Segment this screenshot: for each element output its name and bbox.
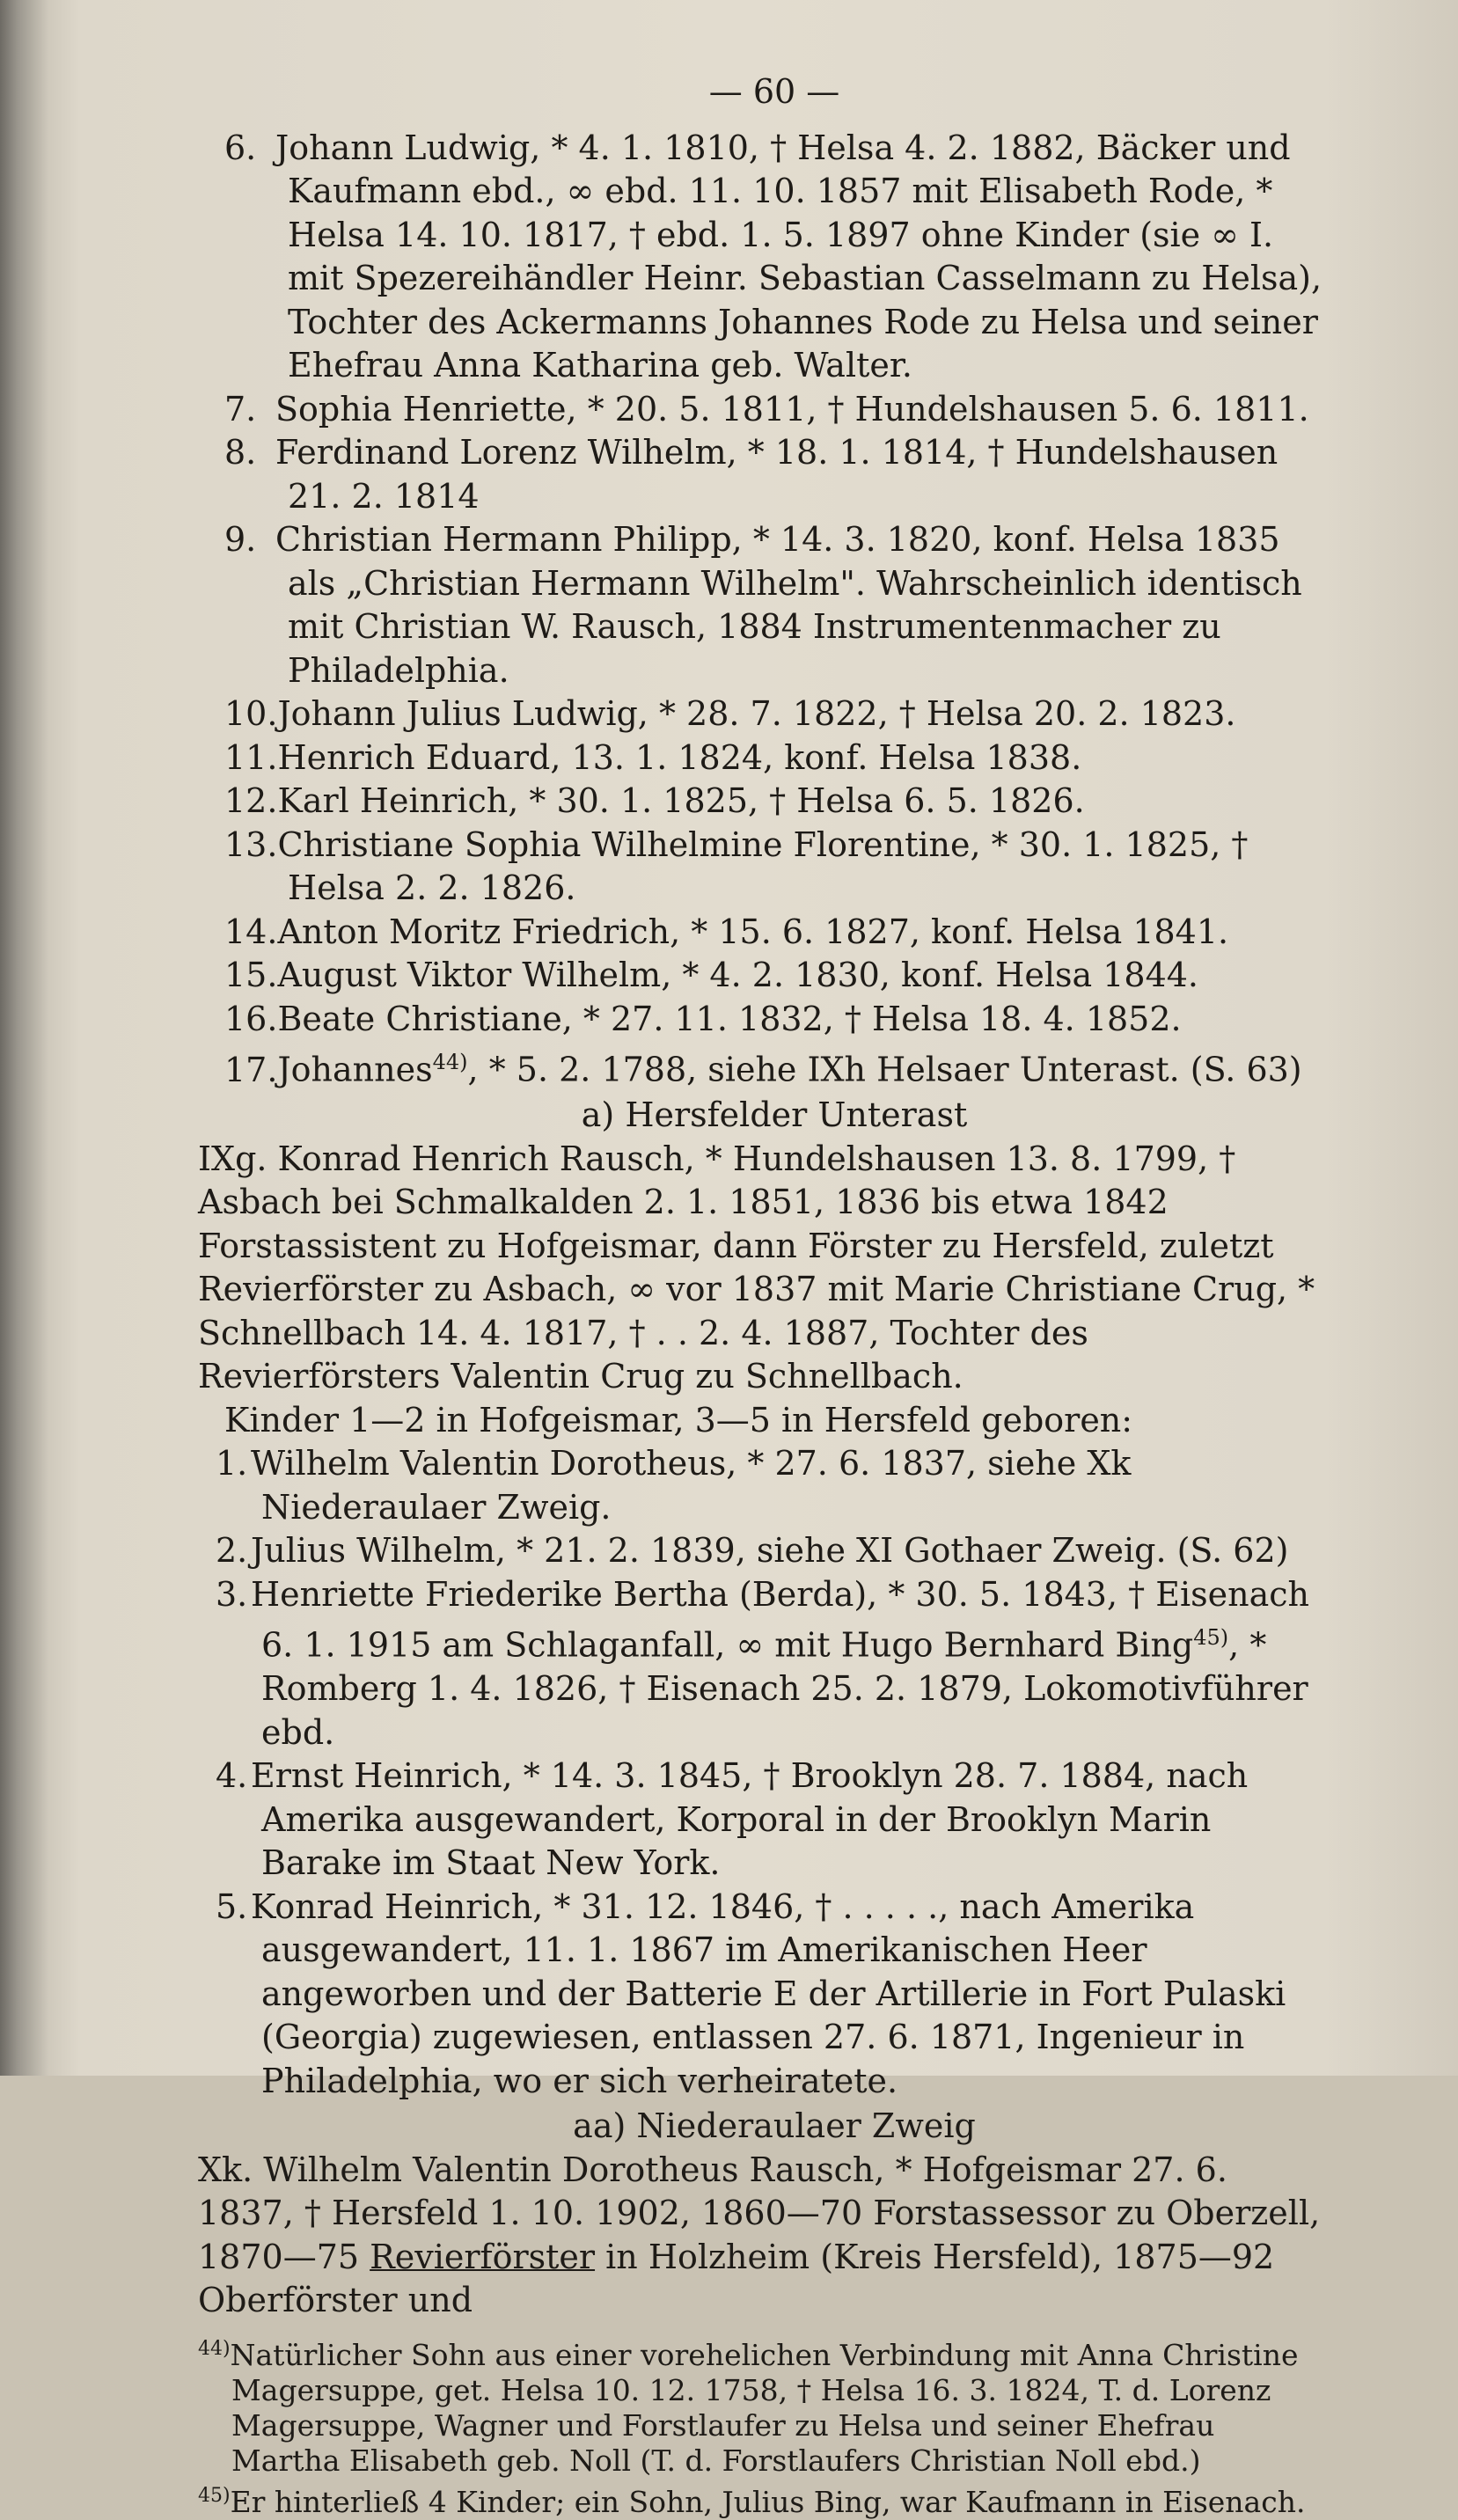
list-item [224, 518, 1324, 692]
item-text: Henrich Eduard, 13. 1. 1824, konf. Helsa 1838. [277, 737, 1082, 777]
footnote-45 [198, 2479, 1324, 2520]
item-number: 4. [216, 1756, 248, 1796]
item-text: Ferdinand Lorenz Wilhelm, * 18. 1. 1814, † Hundelshausen 21. 2. 1814 [275, 433, 1278, 516]
underlined-word: Revierförster [370, 2237, 596, 2276]
list-item [216, 1573, 1324, 1755]
page-content [198, 70, 1324, 2520]
item-number: 5. [216, 1886, 248, 1926]
item-text: Sophia Henriette, * 20. 5. 1811, † Hundelshausen 5. 6. 1811. [275, 389, 1309, 429]
section-heading-niederaula: aa) Niederaulaer Zweig [573, 2106, 976, 2146]
list-item [224, 388, 1324, 432]
footnote-text: Er hinterließ 4 Kinder; ein Sohn, Julius Bing, war Kaufmann in Eisenach. [230, 2484, 1306, 2519]
item-number: 7. [224, 389, 257, 429]
entry-list [224, 127, 1324, 1093]
item-number: 12. [224, 781, 278, 820]
footnote-text: Natürlicher Sohn aus einer vorehelichen Verbindung mit Anna Christine Magersuppe, get. Helsa 10. 12. 1758, † Helsa 16. 3. 1824, T. d. Lorenz Magersuppe, Wagner und Forstlaufer zu Helsa und seiner Ehefrau Martha Elisabeth geb. Noll (T. d. Forstlaufers Christian Noll ebd.) [230, 2337, 1299, 2478]
list-item [216, 1886, 1324, 2104]
item-text: Konrad Heinrich, * 31. 12. 1846, † . . . . ., nach Amerika ausgewandert, 11. 1. 1867 im Amerikanischen Heer angeworben und der Batterie E der Artillerie in Fort Pulaski (Georgia) zugewiesen, entlassen 27. 6. 1871, Ingenieur in Philadelphia, wo er sich verheiratete. [251, 1886, 1286, 2100]
item-number: 9. [224, 520, 257, 559]
paragraph-text-cont: in Holzheim (Kreis Hersfeld), 1875—92 Oberförster und [198, 2237, 1275, 2320]
list-item [224, 692, 1324, 736]
item-number: 10. [224, 694, 278, 733]
item-number: 13. [224, 824, 278, 864]
item-text-cont: , * Romberg 1. 4. 1826, † Eisenach 25. 2. 1879, Lokomotivführer ebd. [261, 1625, 1308, 1752]
footnotes [198, 2332, 1324, 2520]
section-heading-hersfeld: a) Hersfelder Unterast [581, 1095, 968, 1135]
item-number: 17. [224, 1050, 278, 1089]
item-text: Johannes [277, 1050, 433, 1089]
page-edge-shadow [1326, 0, 1458, 2076]
item-text-cont: , * 5. 2. 1788, siehe IXh Helsaer Unterast. (S. 63) [467, 1050, 1302, 1089]
item-text: Wilhelm Valentin Dorotheus, * 27. 6. 1837, siehe Xk Niederaulaer Zweig. [251, 1444, 1132, 1527]
children-list [216, 1442, 1324, 2103]
paragraph-ixg: IXg. Konrad Henrich Rausch, * Hundelshausen 13. 8. 1799, † Asbach bei Schmalkalden 2. 1. 1851, 1836 bis etwa 1842 Forstassistent zu Hofgeismar, dann Förster zu Hersfeld, zuletzt Revierförster zu Asbach, ∞ vor 1837 mit Marie Christiane Crug, * Schnellbach 14. 4. 1817, † . . 2. 4. 1887, Tochter des Revierförsters Valentin Crug zu Schnellbach. [198, 1139, 1315, 1396]
item-number: 16. [224, 999, 278, 1038]
list-item [224, 824, 1324, 911]
list-item [224, 998, 1324, 1042]
list-item [216, 1529, 1324, 1573]
list-item [224, 431, 1324, 518]
list-item [216, 1754, 1324, 1886]
list-item [216, 1442, 1324, 1529]
item-number: 6. [224, 128, 257, 167]
item-text: Christiane Sophia Wilhelmine Florentine, * 30. 1. 1825, † Helsa 2. 2. 1826. [277, 824, 1249, 907]
item-text: Christian Hermann Philipp, * 14. 3. 1820, konf. Helsa 1835 als „Christian Hermann Wilhelm". Wahrscheinlich identisch mit Christian W. Rausch, 1884 Instrumentenmacher zu Philadelphia. [275, 520, 1302, 690]
item-text: Johann Ludwig, * 4. 1. 1810, † Helsa 4. 2. 1882, Bäcker und Kaufmann ebd., ∞ ebd. 11. 10. 1857 mit Elisabeth Rode, * Helsa 14. 10. 1817, † ebd. 1. 5. 1897 ohne Kinder (sie ∞ I. mit Spezereihändler Heinr. Sebastian Casselmann zu Helsa), Tochter des Ackermanns Johannes Rode zu Helsa und seiner Ehefrau Anna Katharina geb. Walter. [275, 128, 1322, 385]
footnote-ref-44[interactable]: 44) [432, 1050, 468, 1074]
item-number: 11. [224, 737, 278, 777]
page-number: — 60 — [708, 72, 840, 111]
footnote-marker: 44) [198, 2337, 231, 2360]
item-number: 14. [224, 912, 278, 951]
item-number: 15. [224, 956, 278, 994]
paragraph-xk [198, 2149, 1324, 2323]
item-text: Karl Heinrich, * 30. 1. 1825, † Helsa 6. 5. 1826. [277, 781, 1085, 820]
footnote-ref-45[interactable]: 45) [1193, 1625, 1229, 1651]
item-text: Julius Wilhelm, * 21. 2. 1839, siehe XI Gothaer Zweig. (S. 62) [251, 1531, 1289, 1571]
item-text: Ernst Heinrich, * 14. 3. 1845, † Brooklyn 28. 7. 1884, nach Amerika ausgewandert, Korporal in der Brooklyn Marin Barake im Staat New York. [251, 1756, 1249, 1883]
footnote-44 [198, 2332, 1324, 2479]
list-item [224, 780, 1324, 824]
item-number: 3. [216, 1574, 248, 1614]
footnote-marker: 45) [198, 2484, 231, 2507]
list-item [224, 736, 1324, 780]
item-text: Henriette Friederike Bertha (Berda), * 30. 5. 1843, † Eisenach 6. 1. 1915 am Schlaganfall, ∞ mit Hugo Bernhard Bing [251, 1574, 1309, 1665]
item-number: 8. [224, 433, 257, 472]
item-text: Anton Moritz Friedrich, * 15. 6. 1827, konf. Helsa 1841. [277, 912, 1229, 951]
children-note: Kinder 1—2 in Hofgeismar, 3—5 in Hersfeld geboren: [224, 1400, 1133, 1439]
item-number: 1. [216, 1444, 248, 1483]
item-text: Beate Christiane, * 27. 11. 1832, † Helsa 18. 4. 1852. [277, 999, 1182, 1038]
item-text: Johann Julius Ludwig, * 28. 7. 1822, † Helsa 20. 2. 1823. [277, 694, 1236, 733]
paragraph-text: Xk. Wilhelm Valentin Dorotheus Rausch, * Hofgeismar 27. 6. 1837, † Hersfeld 1. 10. 1902, 1860—70 Forstassessor zu Oberzell, 1870—75 [198, 2150, 1321, 2276]
item-text: August Viktor Wilhelm, * 4. 2. 1830, konf. Helsa 1844. [277, 956, 1199, 994]
list-item [224, 127, 1324, 388]
item-number: 2. [216, 1531, 248, 1571]
list-item [224, 911, 1324, 955]
list-item [224, 954, 1324, 998]
list-item [224, 1041, 1324, 1092]
